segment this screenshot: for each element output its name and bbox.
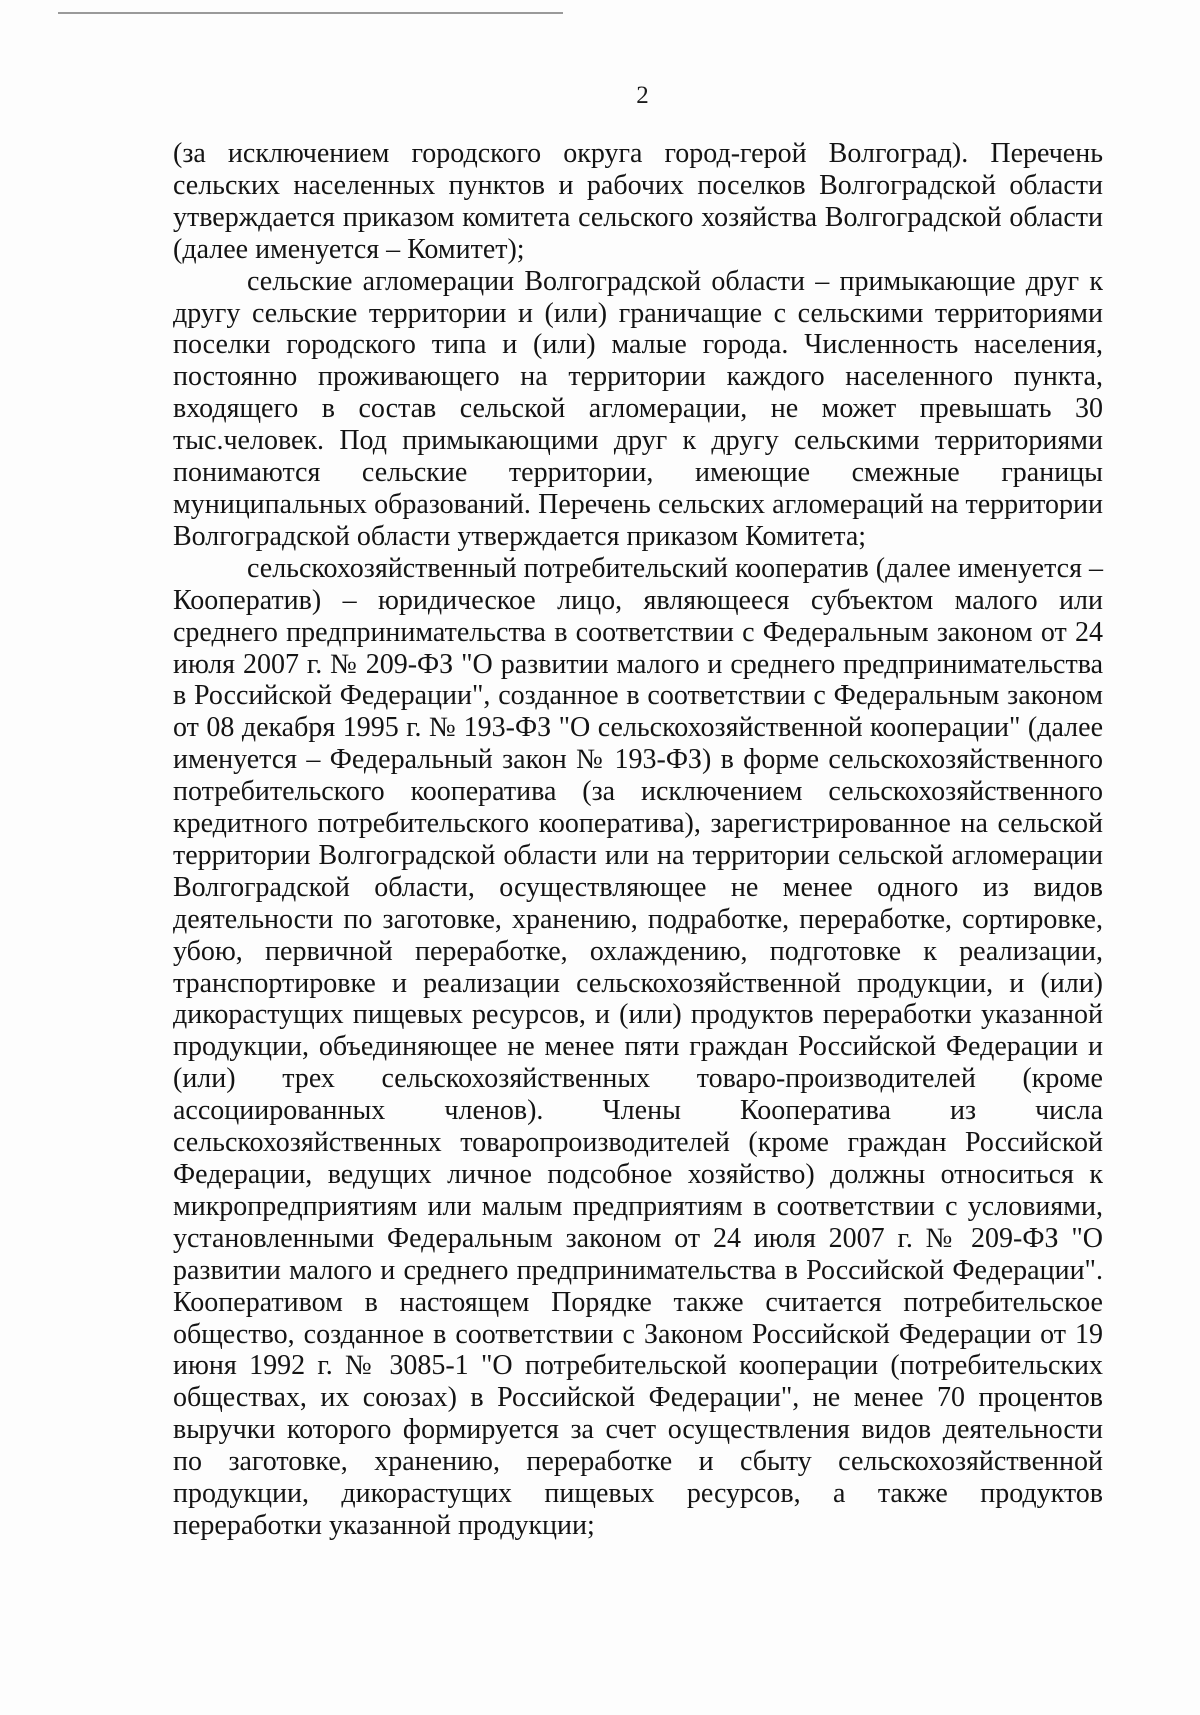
- paragraph-cooperative-definition: сельскохозяйственный потребительский кооператив (далее именуется – Кооператив) – юридическое лицо, являющееся субъектом малого или среднего предпринимательства в соответствии с Федеральным законом от 24 июля 2007 г. № 209-ФЗ "О развитии малого и среднего предпринимательства в Российской Федерации", созданное в соответствии с Федеральным законом от 08 декабря 1995 г. № 193-ФЗ "О сельскохозяйственной кооперации" (далее именуется – Федеральный закон № 193-ФЗ) в форме сельскохозяйственного потребительского кооператива (за исключением сельскохозяйственного кредитного потребительского кооператива), зарегистрированное на сельской территории Волгоградской области или на территории сельской агломерации Волгоградской области, осуществляющее не менее одного из видов деятельности по заготовке, хранению, подработке, переработке, сортировке, убою, первичной переработке, охлаждению, подготовке к реализации, транспортировке и реализации сельскохозяйственной продукции, и (или) дикорастущих пищевых ресурсов, и (или) продуктов переработки указанной продукции, объединяющее не менее пяти граждан Российской Федерации и (или) трех сельскохозяйственных товаро-производителей (кроме ассоциированных членов). Члены Кооператива из числа сельскохозяйственных товаропроизводителей (кроме граждан Российской Федерации, ведущих личное подсобное хозяйство) должны относиться к микропредприятиям или малым предприятиям в соответствии с условиями, установленными Федеральным законом от 24 июля 2007 г. № 209-ФЗ "О развитии малого и среднего предпринимательства в Российской Федерации". Кооперативом в настоящем Порядке также считается потребительское общество, созданное в соответствии с Законом Российской Федерации от 19 июня 1992 г. № 3085-1 "О потребительской кооперации (потребительских обществах, их союзах) в Российской Федерации", не менее 70 процентов выручки которого формируется за счет осуществления видов деятельности по заготовке, хранению, переработке и сбыту сельскохозяйственной продукции, дикорастущих пищевых ресурсов, а также продуктов переработки указанной продукции;: [173, 552, 1103, 1541]
- document-body: [173, 138, 1103, 1542]
- paragraph-rural-settlements-list: (за исключением городского округа город-герой Волгоград). Перечень сельских населенных пунктов и рабочих поселков Волгоградской области утверждается приказом комитета сельского хозяйства Волгоградской области (далее именуется – Комитет);: [173, 138, 1103, 265]
- page-number: 2: [636, 82, 649, 109]
- scan-edge-line: [58, 12, 563, 14]
- paragraph-rural-agglomerations: сельские агломерации Волгоградской области – примыкающие друг к другу сельские территории и (или) граничащие с сельскими территориями поселки городского типа и (или) малые города. Численность населения, постоянно проживающего на территории каждого населенного пункта, входящего в состав сельской агломерации, не может превышать 30 тыс.человек. Под примыкающими друг к другу сельскими территориями понимаются сельские территории, имеющие смежные границы муниципальных образований. Перечень сельских агломераций на территории Волгоградской области утверждается приказом Комитета;: [173, 265, 1103, 552]
